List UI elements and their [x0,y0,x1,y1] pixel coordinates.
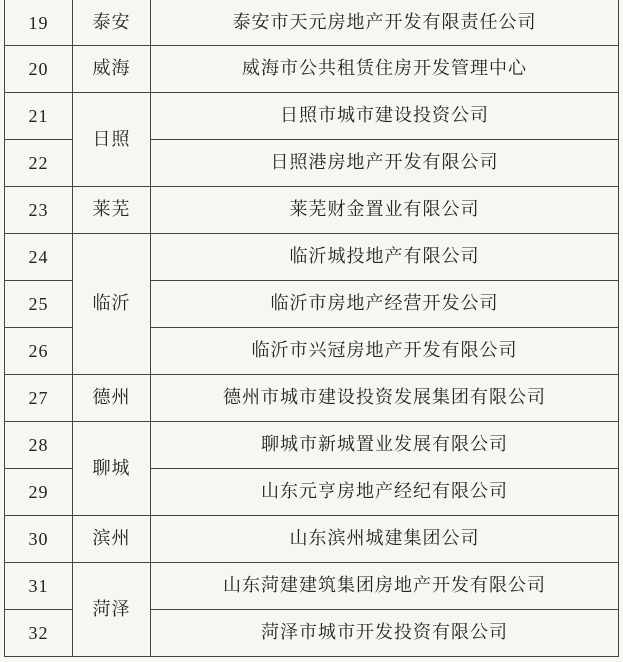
company-name: 临沂城投地产有限公司 [151,234,619,281]
city-name: 菏泽 [73,563,151,657]
row-number: 23 [5,187,73,234]
row-number: 26 [5,328,73,375]
row-number: 27 [5,375,73,422]
company-name: 威海市公共租赁住房开发管理中心 [151,46,619,93]
company-name: 泰安市天元房地产开发有限责任公司 [151,0,619,46]
company-table [4,0,619,657]
city-name: 聊城 [73,422,151,516]
row-number: 31 [5,563,73,610]
row-number: 32 [5,610,73,657]
table-row [5,93,619,140]
company-name: 日照港房地产开发有限公司 [151,140,619,187]
table-row [5,375,619,422]
row-number: 20 [5,46,73,93]
row-number: 19 [5,0,73,46]
company-name: 山东菏建建筑集团房地产开发有限公司 [151,563,619,610]
company-name: 德州市城市建设投资发展集团有限公司 [151,375,619,422]
company-name: 山东滨州城建集团公司 [151,516,619,563]
row-number: 30 [5,516,73,563]
company-name: 山东元亨房地产经纪有限公司 [151,469,619,516]
city-name: 泰安 [73,0,151,46]
city-name: 莱芜 [73,187,151,234]
table-row [5,516,619,563]
row-number: 28 [5,422,73,469]
city-name: 日照 [73,93,151,187]
city-name: 威海 [73,46,151,93]
company-name: 临沂市兴冠房地产开发有限公司 [151,328,619,375]
city-name: 滨州 [73,516,151,563]
row-number: 21 [5,93,73,140]
city-name: 德州 [73,375,151,422]
table-row [5,563,619,610]
table-row [5,234,619,281]
table-row [5,46,619,93]
row-number: 22 [5,140,73,187]
company-name: 菏泽市城市开发投资有限公司 [151,610,619,657]
company-name: 日照市城市建设投资公司 [151,93,619,140]
company-name: 临沂市房地产经营开发公司 [151,281,619,328]
city-name: 临沂 [73,234,151,375]
row-number: 29 [5,469,73,516]
company-name: 聊城市新城置业发展有限公司 [151,422,619,469]
row-number: 25 [5,281,73,328]
company-name: 莱芜财金置业有限公司 [151,187,619,234]
table-row [5,0,619,46]
table-row [5,422,619,469]
row-number: 24 [5,234,73,281]
table-row [5,187,619,234]
